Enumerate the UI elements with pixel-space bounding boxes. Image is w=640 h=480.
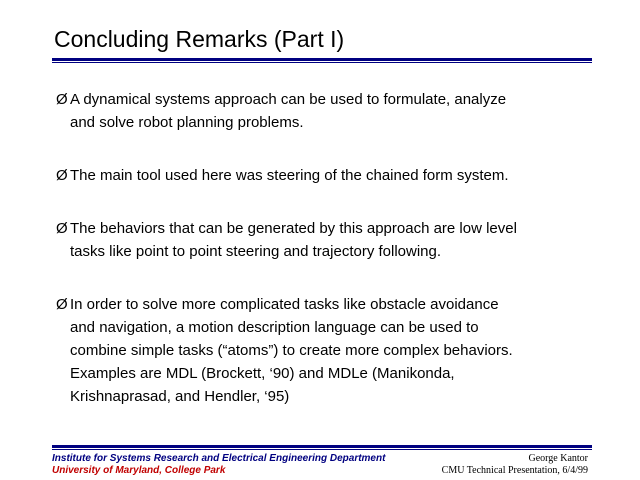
bullet-list: [56, 88, 596, 408]
bullet-4-line-2: and navigation, a motion description language can be used to: [70, 319, 479, 336]
footer-rule-thin: [52, 449, 592, 450]
slide-title: Concluding Remarks (Part I): [54, 26, 345, 52]
bullet-item-2: [56, 164, 596, 187]
bullet-2-line-1: The main tool used here was steering of the chained form system.: [70, 167, 509, 184]
title-rule-thin: [52, 62, 592, 63]
bullet-4-line-3: combine simple tasks (“atoms”) to create more complex behaviors.: [70, 342, 513, 359]
footer-institute: Institute for Systems Research and Electrical Engineering Department: [52, 453, 386, 464]
bullet-item-3: [56, 217, 596, 263]
arrow-bullet-icon: Ø: [56, 296, 68, 313]
footer-affiliation: [52, 453, 385, 477]
bullet-3-line-1: The behaviors that can be generated by this approach are low level: [70, 220, 517, 237]
bullet-4-line-5: Krishnaprasad, and Hendler, ‘95): [70, 388, 290, 405]
bullet-item-4: [56, 293, 596, 408]
arrow-bullet-icon: Ø: [56, 220, 68, 237]
bullet-1-line-2: and solve robot planning problems.: [70, 114, 304, 131]
bullet-3-line-2: tasks like point to point steering and trajectory following.: [70, 243, 442, 260]
footer-university: University of Maryland, College Park: [52, 465, 226, 476]
bullet-4-line-1: In order to solve more complicated tasks like obstacle avoidance: [70, 296, 499, 313]
bullet-item-1: [56, 88, 596, 134]
footer-rule-thick: [52, 445, 592, 448]
footer-credits: [442, 453, 588, 477]
footer-author: George Kantor: [528, 453, 588, 464]
bullet-1-line-1: A dynamical systems approach can be used to formulate, analyze: [70, 91, 507, 108]
arrow-bullet-icon: Ø: [56, 91, 68, 108]
arrow-bullet-icon: Ø: [56, 167, 68, 184]
bullet-4-line-4: Examples are MDL (Brockett, ‘90) and MDLe (Manikonda,: [70, 365, 455, 382]
footer-event: CMU Technical Presentation, 6/4/99: [441, 465, 588, 476]
title-rule-thick: [52, 58, 592, 61]
